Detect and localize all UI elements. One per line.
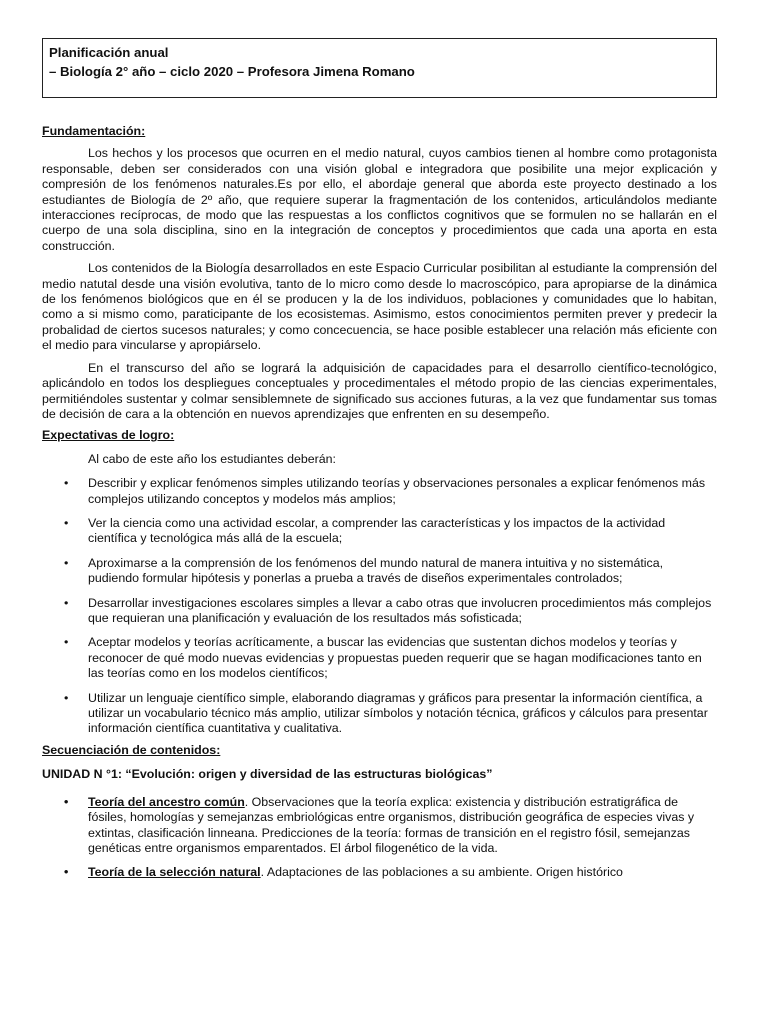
expectativas-list	[42, 476, 717, 737]
section-heading-expectativas: Expectativas de logro:	[42, 428, 175, 443]
section-heading-secuenciacion: Secuenciación de contenidos:	[42, 742, 221, 757]
list-item	[42, 795, 717, 857]
document-body	[42, 124, 717, 880]
paragraph: Los hechos y los procesos que ocurren en el medio natural, cuyos cambios tienen al hombre como protagonista responsable, deben ser considerados con una visión global e integradora que posibilite una mejor explicación y compresión de los fenómenos naturales.Es por ello, el abordaje general que aborda este proyecto destinado a los estudiantes de Biología de 2º año, que requiere superar la fragmentación de los contenidos, articulándolos mediante interacciones recíprocas, de modo que las respuestas a los conflictos cognitivos que se formulen no se hallarán en el cuerpo de una sola disciplina, sino en la integración de conceptos y procedimientos que cada una aporta en esta construcción.	[42, 146, 717, 253]
bullet-icon: •	[64, 555, 69, 570]
document-page	[42, 38, 717, 879]
list-item	[42, 556, 717, 587]
title-box	[42, 38, 717, 98]
bullet-icon: •	[64, 864, 69, 879]
bullet-icon: •	[64, 595, 69, 610]
unit-content-list	[42, 795, 717, 880]
theory-description: . Adaptaciones de las poblaciones a su ambiente. Origen histórico	[260, 864, 623, 879]
theory-description: . Observaciones que la teoría explica: existencia y distribución estratigráfica de fósiles, homologías y semejanzas embriológicas entre organismos, distribución geográfica de especies vivas y extintas, clasificación linneana. Predicciones de la teoría: formas de transición en el registro fósil, semejanzas genéticas entre organismos emparentados. El árbol filogenético de la vida.	[88, 795, 695, 856]
list-item	[42, 476, 717, 507]
list-item	[42, 865, 717, 880]
document-subtitle: – Biología 2° año – ciclo 2020 – Profesora Jimena Romano	[49, 64, 415, 79]
bullet-icon: •	[64, 690, 69, 705]
theory-term: Teoría del ancestro común	[88, 795, 245, 810]
section-heading-fundamentacion: Fundamentación:	[42, 124, 146, 138]
list-item	[42, 516, 717, 547]
bullet-icon: •	[64, 515, 69, 530]
list-item-text: Desarrollar investigaciones escolares simples a llevar a cabo otras que involucren procedimientos más complejos que requieran una planificación y evaluación de los resultados más sofisticada;	[88, 595, 712, 625]
list-item	[42, 596, 717, 627]
list-item	[42, 635, 717, 681]
bullet-icon: •	[64, 635, 69, 650]
paragraph: En el transcurso del año se logrará la adquisición de capacidades para el desarrollo científico-tecnológico, aplicándolo en todos los despliegues conceptuales y procedimentales el método propio de las ciencias experimentales, permitiéndoles sustentar y colmar sensiblemnete de significado sus acciones futuras, a la vez que fundamentar sus tomas de decisión de cara a la obtención en nuevos aprendizajes que enfrenten en su desempeño.	[42, 360, 717, 421]
theory-term: Teoría de la selección natural	[88, 864, 261, 879]
unit-title: UNIDAD N °1: “Evolución: origen y diversidad de las estructuras biológicas”	[42, 767, 493, 782]
bullet-icon: •	[64, 476, 69, 491]
bullet-icon: •	[64, 795, 69, 810]
list-item-text: Aproximarse a la comprensión de los fenómenos del mundo natural de manera intuitiva y no sistemática, pudiendo formular hipótesis y ponerlas a prueba a través de diseños experimentales controlados;	[88, 555, 664, 586]
list-item	[42, 691, 717, 737]
list-item-text: Utilizar un lenguaje científico simple, elaborando diagramas y gráficos para presentar la información científica, a utilizar un vocabulario técnico más amplio, utilizar símbolos y notación técnica, gráficos y cálculos para presentar información científica cuantitativa y cualitativa.	[88, 690, 708, 736]
document-title: Planificación anual	[49, 45, 169, 60]
list-item-text: Ver la ciencia como una actividad escolar, a comprender las características y los impactos de la actividad científica y tecnológica más allá de la escuela;	[88, 515, 666, 546]
expectativas-intro: Al cabo de este año los estudiantes deberán:	[88, 451, 336, 466]
list-item-text: Describir y explicar fenómenos simples utilizando teorías y observaciones personales a explicar fenómenos más complejos utilizando conceptos y modelos más amplios;	[88, 476, 706, 506]
list-item-text: Aceptar modelos y teorías acríticamente, a buscar las evidencias que sustentan dichos modelos y teorías y reconocer de qué modo nuevas evidencias y propuestas pueden requerir que se hagan modificaciones tanto en las teorías como en los modelos científicos;	[88, 635, 702, 681]
paragraph: Los contenidos de la Biología desarrollados en este Espacio Curricular posibilitan al estudiante la comprensión del medio natutal desde una visión evolutiva, tanto de lo micro como desde lo macroscópico, para apropiarse de la dinámica de los fenómenos biológicos que en él se producen y la de los individuos, poblaciones y comunidades que lo habitan, como a si mismo como, paraticipante de los ecosistemas. Asimismo, estos conocimientos permiten prever y predecir la probalidad de ciertos sucesos naturales; y como concecuencia, se hace posible establecer una relación más eficiente con el medio para vincularse y apropiárselo.	[42, 261, 717, 353]
